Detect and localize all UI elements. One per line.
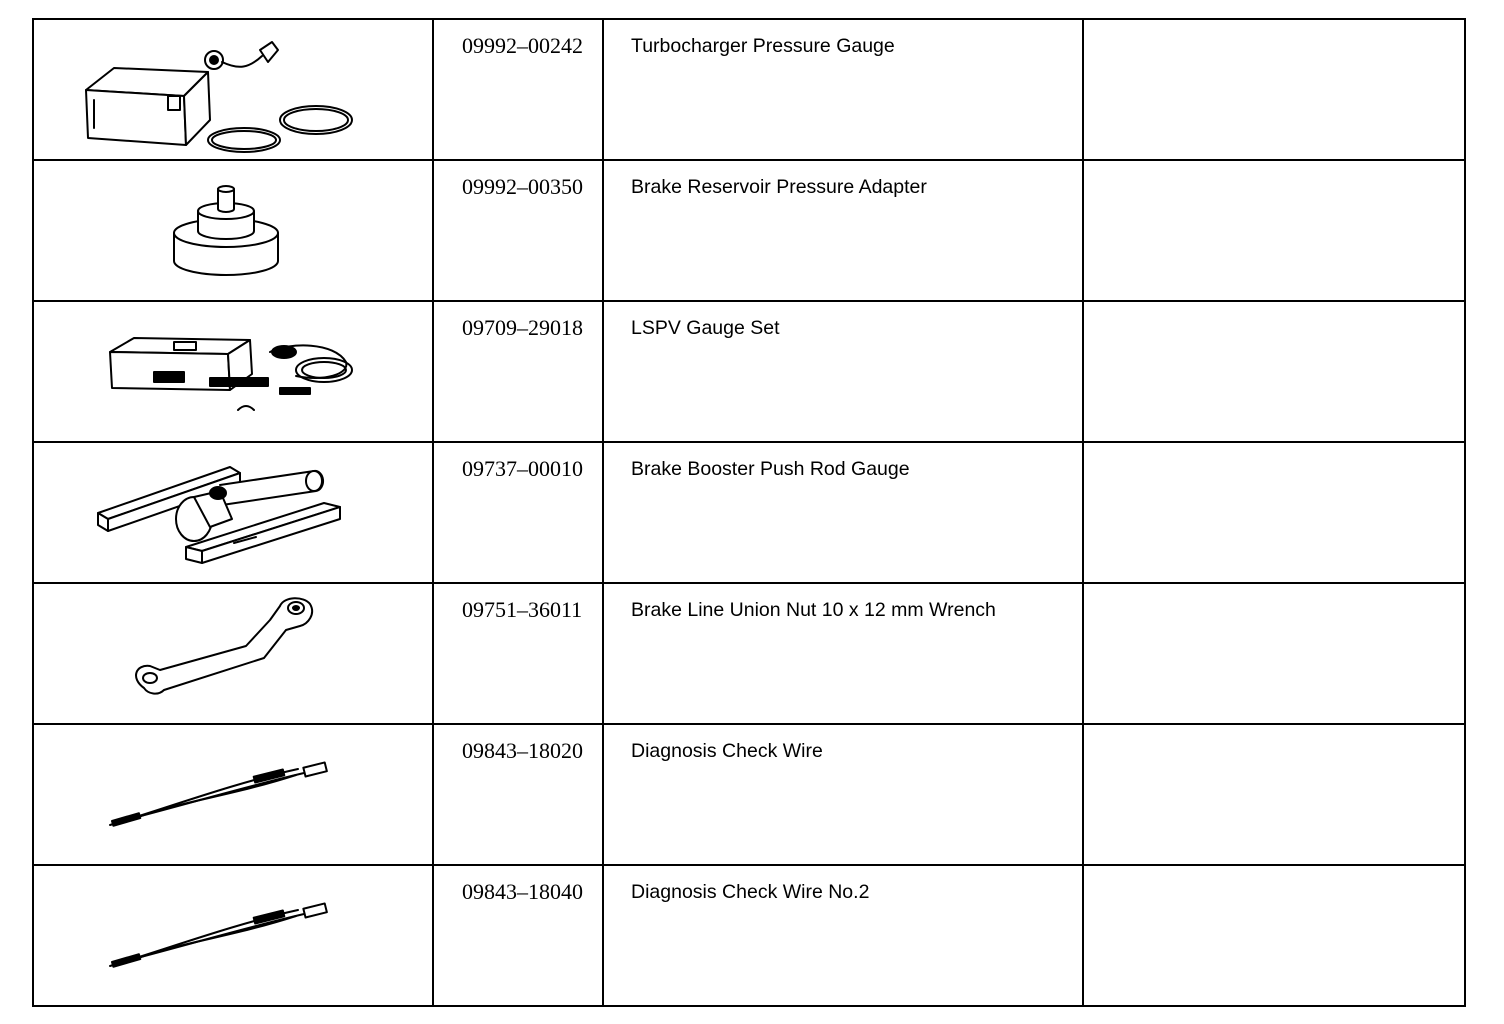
illustration-cell: [33, 583, 433, 724]
part-number: 09843–18020: [433, 724, 603, 865]
tool-name: Diagnosis Check Wire No.2: [603, 865, 1083, 1006]
table-row: [33, 442, 1465, 583]
part-number: 09709–29018: [433, 301, 603, 442]
tool-name: Turbocharger Pressure Gauge: [603, 19, 1083, 160]
turbocharger-pressure-gauge-illustration: [34, 20, 432, 159]
blank-cell: [1083, 724, 1465, 865]
illustration-cell: [33, 301, 433, 442]
table-row: [33, 583, 1465, 724]
blank-cell: [1083, 301, 1465, 442]
part-number: 09843–18040: [433, 865, 603, 1006]
part-number: 09992–00350: [433, 160, 603, 301]
illustration-cell: [33, 19, 433, 160]
part-number: 09737–00010: [433, 442, 603, 583]
tool-name: LSPV Gauge Set: [603, 301, 1083, 442]
illustration-cell: [33, 865, 433, 1006]
table-row: [33, 19, 1465, 160]
blank-cell: [1083, 160, 1465, 301]
tool-name: Diagnosis Check Wire: [603, 724, 1083, 865]
diagnosis-check-wire-illustration: [34, 725, 432, 864]
part-number: 09992–00242: [433, 19, 603, 160]
blank-cell: [1083, 442, 1465, 583]
part-number: 09751–36011: [433, 583, 603, 724]
table-row: [33, 865, 1465, 1006]
union-nut-wrench-illustration: [34, 584, 432, 723]
illustration-cell: [33, 442, 433, 583]
tool-name: Brake Reservoir Pressure Adapter: [603, 160, 1083, 301]
lspv-gauge-set-illustration: [34, 302, 432, 441]
brake-booster-push-rod-gauge-illustration: [34, 443, 432, 582]
illustration-cell: [33, 160, 433, 301]
special-service-tools-table: [32, 18, 1466, 1007]
blank-cell: [1083, 583, 1465, 724]
table-row: [33, 160, 1465, 301]
tool-name: Brake Line Union Nut 10 x 12 mm Wrench: [603, 583, 1083, 724]
brake-reservoir-pressure-adapter-illustration: [34, 161, 432, 300]
blank-cell: [1083, 865, 1465, 1006]
table-row: [33, 301, 1465, 442]
tool-name: Brake Booster Push Rod Gauge: [603, 442, 1083, 583]
blank-cell: [1083, 19, 1465, 160]
illustration-cell: [33, 724, 433, 865]
diagnosis-check-wire-illustration: [34, 866, 432, 1005]
table-row: [33, 724, 1465, 865]
